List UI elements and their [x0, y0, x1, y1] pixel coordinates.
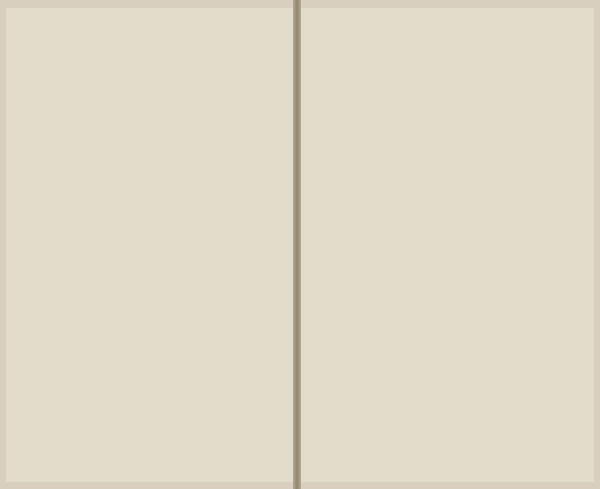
right-page-text [311, 52, 584, 458]
left-page-text [16, 52, 283, 458]
book-gutter [293, 0, 301, 489]
left-page [6, 8, 293, 482]
right-page [301, 8, 594, 482]
